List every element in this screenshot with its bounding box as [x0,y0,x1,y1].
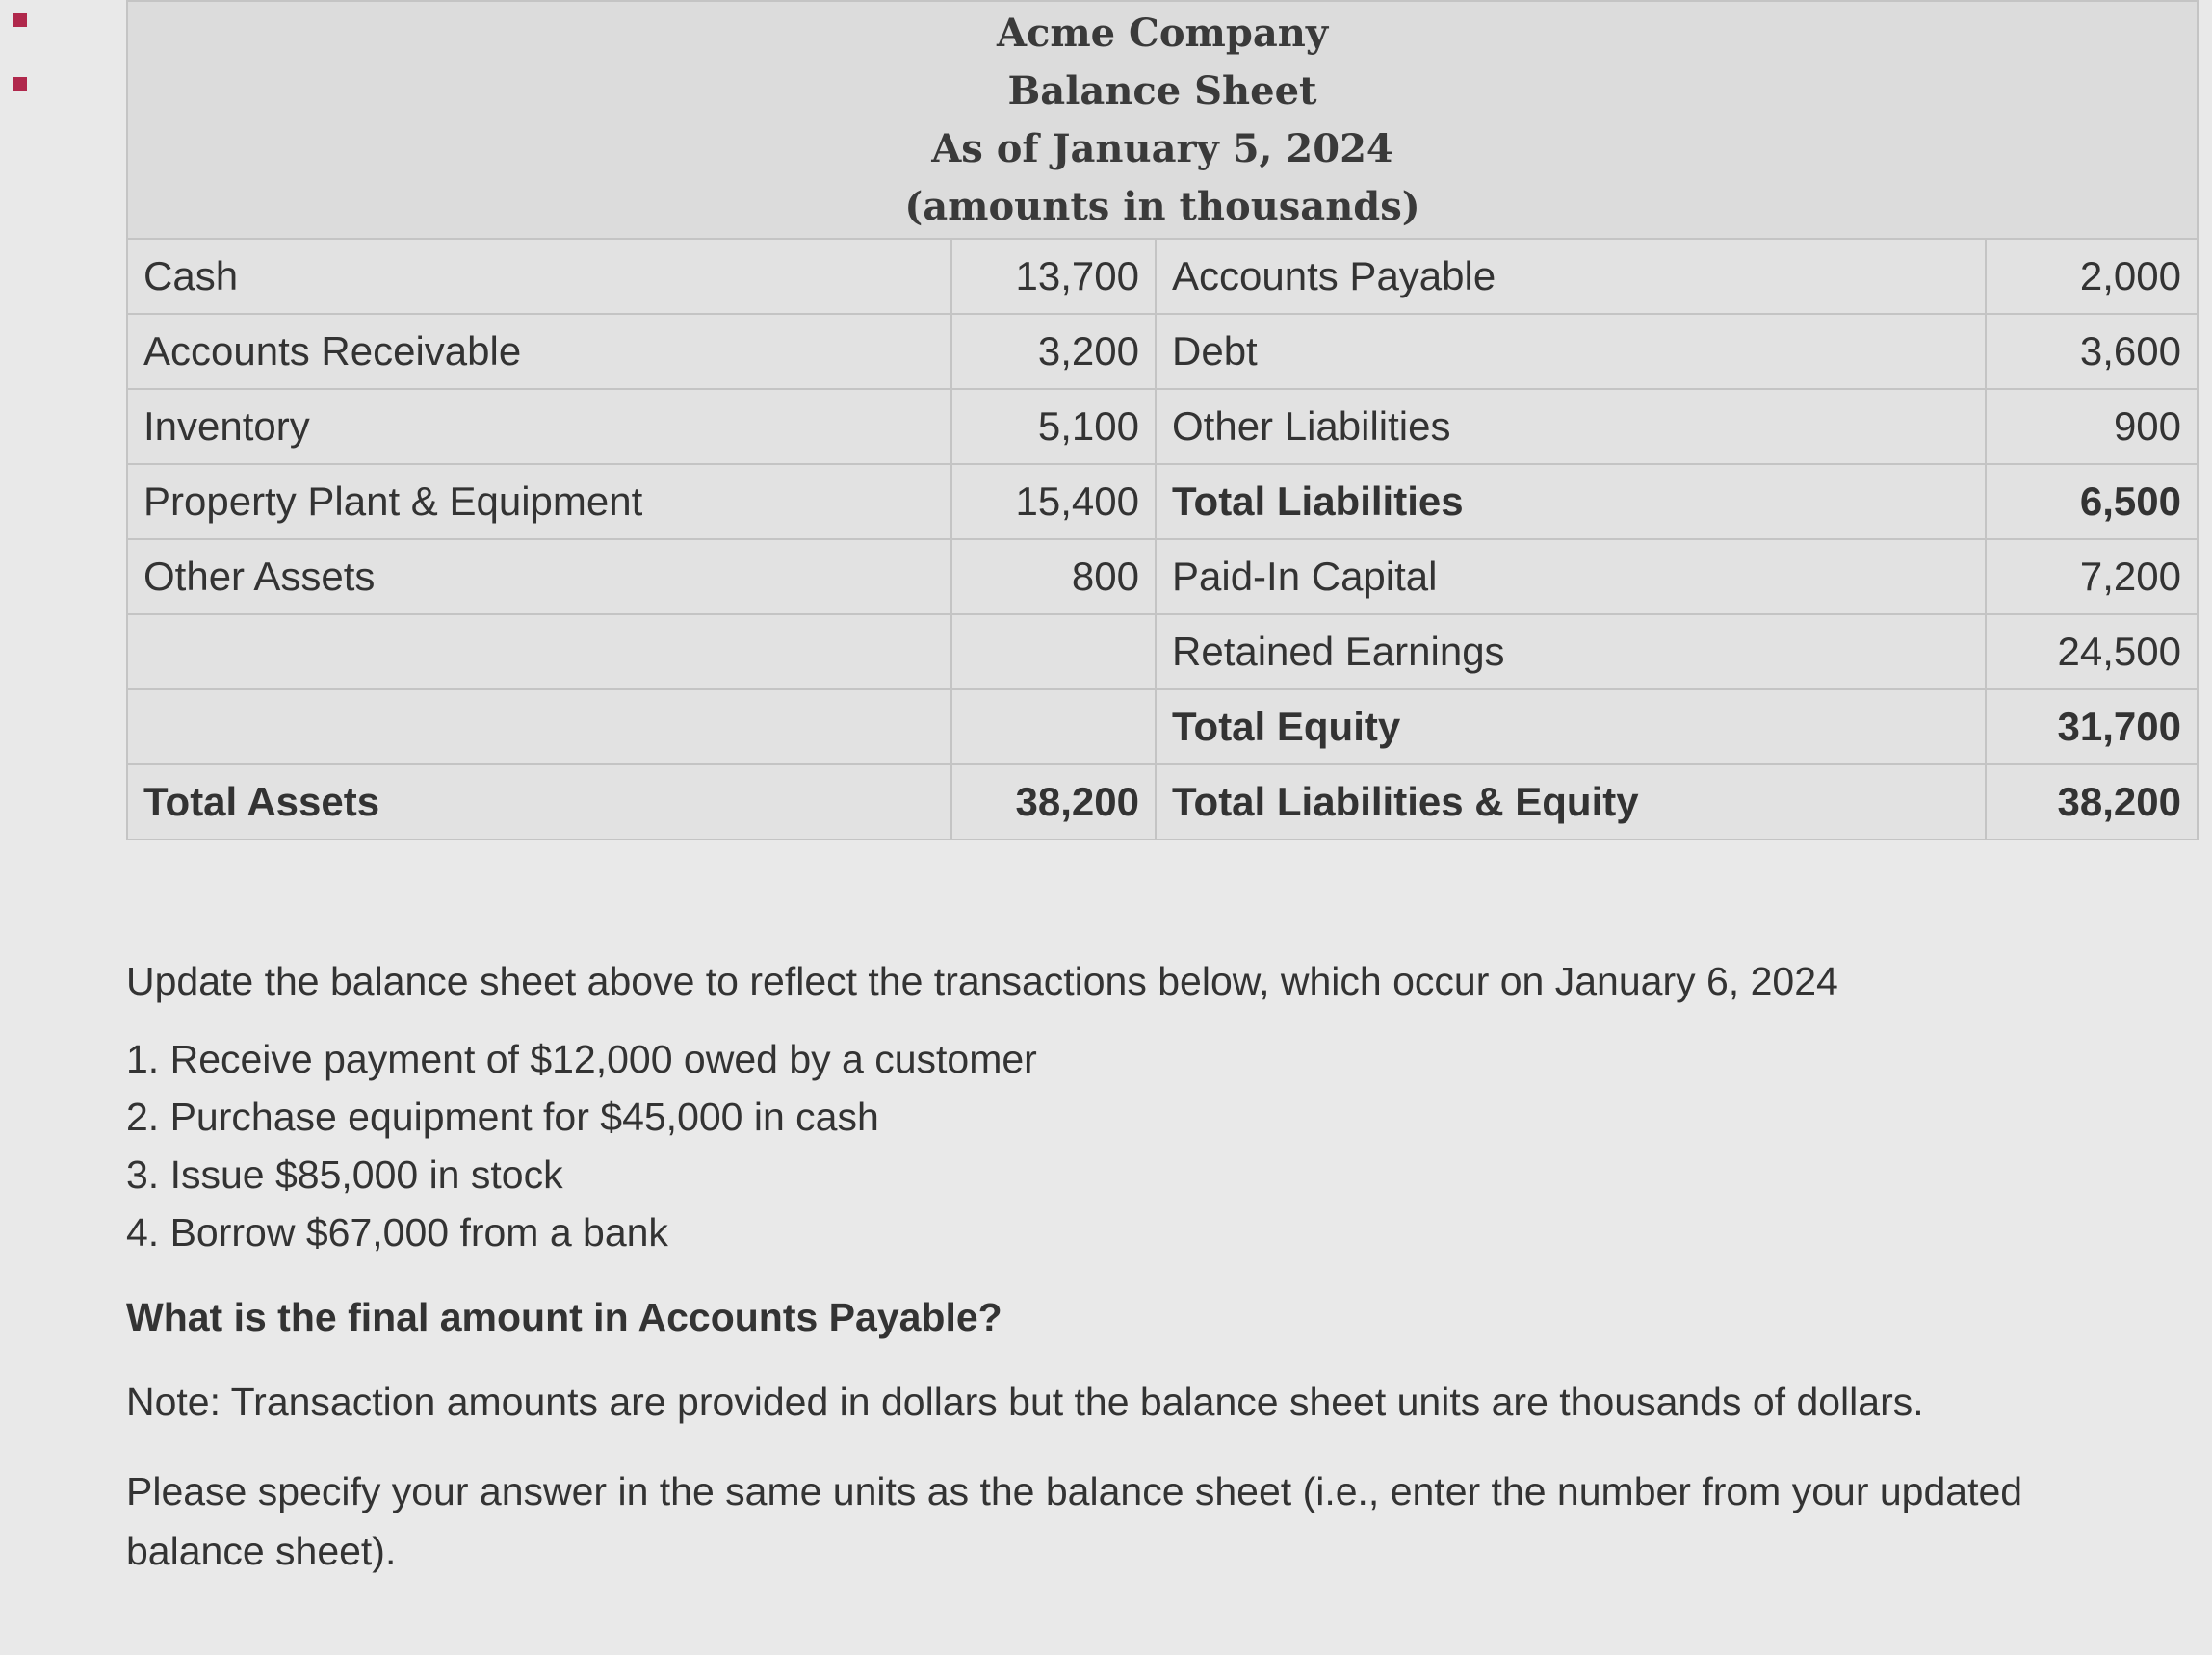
table-row [127,239,2198,314]
transaction-list [126,1030,2148,1261]
statement-units: (amounts in thousands) [904,183,1420,229]
total-equity-value: 31,700 [1986,689,2198,764]
table-row [127,464,2198,539]
liability-equity-label: Debt [1156,314,1986,389]
total-assets-label: Total Assets [127,764,951,840]
table-row [127,689,2198,764]
statement-title: Balance Sheet [1007,67,1317,114]
balance-sheet-header-row [127,1,2198,239]
asset-label: Other Assets [127,539,951,614]
asset-label: Inventory [127,389,951,464]
asset-value: 15,400 [951,464,1156,539]
table-row [127,389,2198,464]
total-liabilities-equity-label: Total Liabilities & Equity [1156,764,1986,840]
liability-equity-value: 900 [1986,389,2198,464]
problem-statement [126,953,2148,1581]
asset-label: Property Plant & Equipment [127,464,951,539]
note-text: Note: Transaction amounts are provided in dollars but the balance sheet units are thousands of dollars. [126,1380,1924,1424]
total-assets-value: 38,200 [951,764,1156,840]
table-row [127,314,2198,389]
list-item: 1. Receive payment of $12,000 owed by a customer [126,1037,1037,1081]
liability-equity-label: Other Liabilities [1156,389,1986,464]
table-row [127,539,2198,614]
table-row [127,764,2198,840]
question-text: What is the final amount in Accounts Payable? [126,1295,1002,1339]
asset-label: Cash [127,239,951,314]
asset-label [127,689,951,764]
list-item: 4. Borrow $67,000 from a bank [126,1210,668,1254]
asset-value: 13,700 [951,239,1156,314]
problem-intro: Update the balance sheet above to reflect the transactions below, which occur on January 6, 2024 [126,959,1838,1003]
liability-equity-value: 2,000 [1986,239,2198,314]
list-item: 3. Issue $85,000 in stock [126,1152,563,1197]
bullet-marker [13,13,27,27]
asset-value: 800 [951,539,1156,614]
total-equity-label: Total Equity [1156,689,1986,764]
asset-label [127,614,951,689]
instruction-text: Please specify your answer in the same units as the balance sheet (i.e., enter the number from your updated balance sheet). [126,1469,2023,1573]
asset-value [951,614,1156,689]
liability-equity-value: 7,200 [1986,539,2198,614]
balance-sheet-header [127,1,2198,239]
balance-sheet-table [126,0,2199,840]
asset-value: 5,100 [951,389,1156,464]
bullet-marker [13,77,27,91]
total-liabilities-equity-value: 38,200 [1986,764,2198,840]
liability-equity-label: Retained Earnings [1156,614,1986,689]
liability-equity-label: Paid-In Capital [1156,539,1986,614]
table-row [127,614,2198,689]
asset-value: 3,200 [951,314,1156,389]
statement-date: As of January 5, 2024 [931,125,1393,171]
asset-value [951,689,1156,764]
liability-equity-value: 3,600 [1986,314,2198,389]
list-item: 2. Purchase equipment for $45,000 in cash [126,1095,879,1139]
liability-equity-value: 24,500 [1986,614,2198,689]
total-liabilities-label: Total Liabilities [1156,464,1986,539]
liability-equity-label: Accounts Payable [1156,239,1986,314]
asset-label: Accounts Receivable [127,314,951,389]
total-liabilities-value: 6,500 [1986,464,2198,539]
company-name: Acme Company [996,10,1329,56]
